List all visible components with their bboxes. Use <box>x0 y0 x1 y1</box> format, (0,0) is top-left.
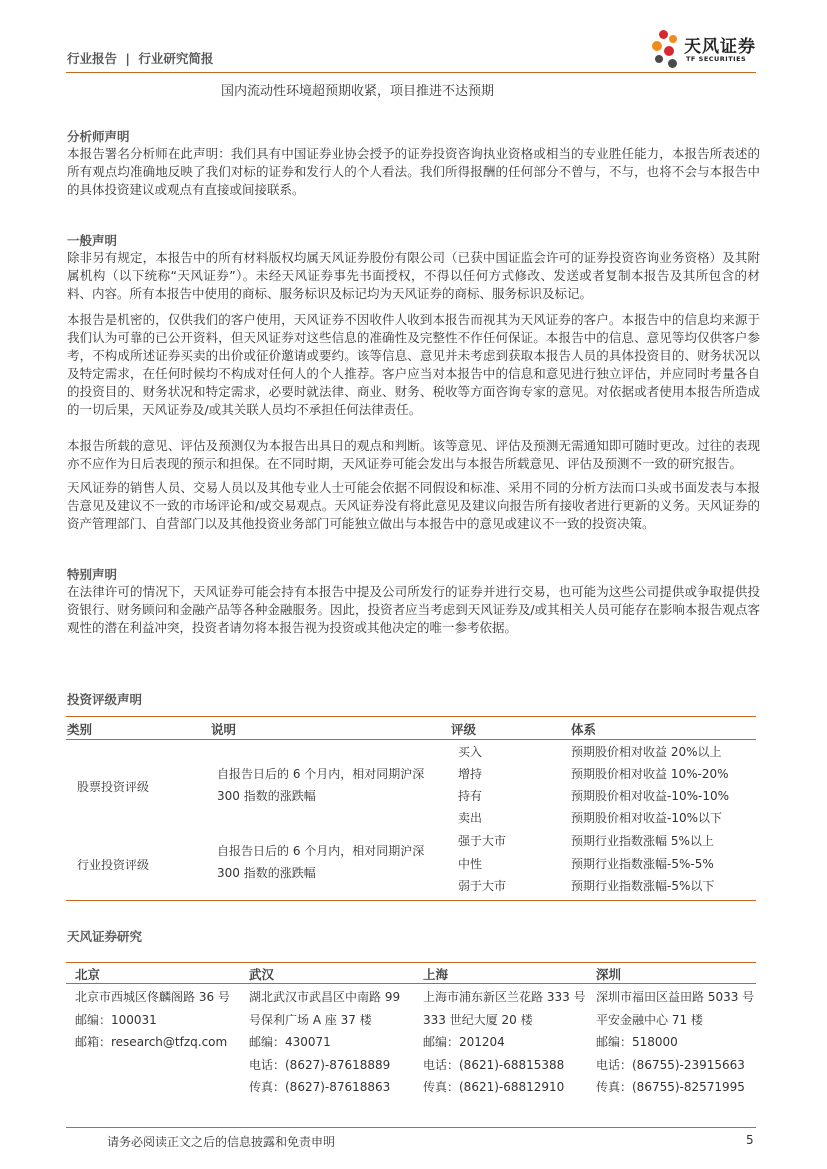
report-type-header <box>67 49 213 67</box>
col-description: 说明 <box>211 722 237 737</box>
system-buy: 预期股价相对收益 20%以上 <box>571 745 722 759</box>
logo-dot-6 <box>668 59 677 68</box>
shanghai-postcode: 邮编：201204 <box>423 1035 505 1049</box>
grade-overweight: 增持 <box>458 767 483 781</box>
office-city-shenzhen: 深圳 <box>596 967 622 982</box>
wuhan-fax: 传真：(8627)-87618863 <box>249 1080 391 1094</box>
industry-rating-category: 行业投资评级 <box>77 858 150 872</box>
offices-header-rule <box>66 983 756 984</box>
logo-english-name: TF SECURITIES <box>686 55 747 63</box>
office-shanghai <box>423 986 589 1099</box>
office-shenzhen <box>596 986 762 1099</box>
system-neutral: 预期行业指数涨幅-5%-5% <box>571 857 714 871</box>
wuhan-phone: 电话：(8627)-87618889 <box>249 1057 391 1072</box>
report-type: 行业研究简报 <box>138 51 214 66</box>
beijing-email[interactable]: 邮箱：research@tfzq.com <box>75 1035 228 1049</box>
grade-sell: 卖出 <box>458 811 483 825</box>
general-paragraph-1: 除非另有规定，本报告中的所有材料版权均属天风证券股份有限公司（已获中国证监会许可的证券投资咨询业务资格）及其附属机构（以下统称“天风证券”）。未经天风证券事先书面授权，不得以任何方式修改、发送或者复制本报告及其所包含的材料、内容。所有本报告中使用的商标、服务标识及标记均为天风证券的商标、服务标识及标记。 <box>67 250 760 301</box>
shenzhen-postcode: 邮编：518000 <box>596 1035 678 1049</box>
system-overweight: 预期股价相对收益 10%-20% <box>571 767 729 781</box>
report-category: 行业报告 <box>67 51 118 66</box>
system-underperform: 预期行业指数涨幅-5%以下 <box>571 879 715 893</box>
wuhan-postcode: 邮编：430071 <box>249 1035 331 1049</box>
shenzhen-fax: 传真：(86755)-82571995 <box>596 1080 745 1094</box>
grade-hold: 持有 <box>458 789 483 803</box>
general-paragraph-2: 本报告是机密的，仅供我们的客户使用，天风证券不因收件人收到本报告而视其为天风证券的客户。本报告中的信息均来源于我们认为可靠的已公开资料，但天风证券对这些信息的准确性及完整性不作任何保证。本报告中的信息、意见等均仅供客户参考，不构成所述证券买卖的出价或征价邀请或要约。该等信息、意见并未考虑到获取本报告人员的具体投资目的、财务状况以及特定需求，在任何时候均不构成对任何人的个人推荐。客户应当对本报告中的信息和意见进行独立评估，并应同时考量各自的投资目的、财务状况和特定需求，必要时就法律、商业、财务、税收等方面咨询专家的意见。对依据或者使用本报告所造成的一切后果，天风证券及/或其关联人员均不承担任何法律责任。 <box>67 312 760 417</box>
footer-disclaimer: 请务必阅读正文之后的信息披露和免责申明 <box>107 1135 336 1149</box>
system-hold: 预期股价相对收益-10%-10% <box>571 789 730 803</box>
col-system: 体系 <box>571 722 597 737</box>
rating-table-bottom-rule <box>66 900 756 901</box>
special-heading: 特别声明 <box>67 567 118 582</box>
grade-neutral: 中性 <box>458 857 483 871</box>
company-logo <box>650 28 760 74</box>
shanghai-address: 上海市浦东新区兰花路 333 号 333 世纪大厦 20 楼 <box>423 990 586 1027</box>
stock-rating-description: 自报告日后的 6 个月内，相对同期沪深 300 指数的涨跌幅 <box>217 767 425 803</box>
analyst-heading: 分析师声明 <box>67 129 130 144</box>
page-number: 5 <box>746 1133 754 1147</box>
grade-underperform: 弱于大市 <box>458 879 507 893</box>
shenzhen-address: 深圳市福田区益田路 5033 号平安金融中心 71 楼 <box>596 990 755 1027</box>
header-rule <box>66 72 756 73</box>
analyst-text: 本报告署名分析师在此声明：我们具有中国证券业协会授予的证券投资咨询执业资格或相当的专业胜任能力，本报告所表述的所有观点均准确地反映了我们对标的证券和发行人的个人看法。我们所得报酬的任何部分不曾与，不与，也将不会与本报告中的具体投资建议或观点有直接或间接联系。 <box>67 146 760 197</box>
logo-dot-5 <box>655 55 663 63</box>
footer-rule <box>66 1127 756 1128</box>
risk-subtitle: 国内流动性环境超预期收紧，项目推进不达预期 <box>221 84 495 99</box>
shanghai-fax: 传真：(8621)-68812910 <box>423 1080 565 1094</box>
office-city-shanghai: 上海 <box>423 967 449 982</box>
shanghai-phone: 电话：(8621)-68815388 <box>423 1057 565 1072</box>
general-heading: 一般声明 <box>67 233 118 248</box>
office-city-beijing: 北京 <box>75 967 101 982</box>
beijing-address: 北京市西城区佟麟阁路 36 号 <box>75 990 230 1004</box>
rating-table-header-rule <box>66 739 756 740</box>
office-wuhan <box>249 986 415 1099</box>
logo-dot-2 <box>669 35 677 43</box>
rating-heading: 投资评级声明 <box>67 692 143 707</box>
office-beijing <box>75 986 241 1054</box>
grade-buy: 买入 <box>458 745 483 759</box>
wuhan-address: 湖北武汉市武昌区中南路 99 号保利广场 A 座 37 楼 <box>249 990 401 1027</box>
col-category: 类别 <box>67 722 93 737</box>
general-paragraph-4: 天风证券的销售人员、交易人员以及其他专业人士可能会依据不同假设和标准、采用不同的分析方法而口头或书面发表与本报告意见及建议不一致的市场评论和/或交易观点。天风证券没有将此意见及建议向报告所有接收者进行更新的义务。天风证券的资产管理部门、自营部门以及其他投资业务部门可能独立做出与本报告中的意见或建议不一致的投资决策。 <box>67 480 760 531</box>
logo-dot-4 <box>664 46 674 56</box>
special-text: 在法律许可的情况下，天风证券可能会持有本报告中提及公司所发行的证券并进行交易，也可能为这些公司提供或争取提供投资银行、财务顾问和金融产品等各种金融服务。因此，投资者应当考虑到天风证券及/或其相关人员可能存在影响本报告观点客观性的潜在利益冲突，投资者请勿将本报告视为投资或其他决定的唯一参考依据。 <box>67 584 760 635</box>
industry-rating-description: 自报告日后的 6 个月内，相对同期沪深 300 指数的涨跌幅 <box>217 844 425 880</box>
system-sell: 预期股价相对收益-10%以下 <box>571 811 723 825</box>
system-outperform: 预期行业指数涨幅 5%以上 <box>571 834 714 848</box>
research-heading: 天风证券研究 <box>67 929 143 944</box>
col-grade: 评级 <box>451 722 477 737</box>
offices-top-rule <box>66 962 756 963</box>
logo-dot-1 <box>659 30 668 39</box>
grade-outperform: 强于大市 <box>458 834 507 848</box>
logo-dot-3 <box>652 41 662 51</box>
rating-table-top-rule <box>66 716 756 717</box>
office-city-wuhan: 武汉 <box>249 967 275 982</box>
general-paragraph-3: 本报告所载的意见、评估及预测仅为本报告出具日的观点和判断。该等意见、评估及预测无需通知即可随时更改。过往的表现亦不应作为日后表现的预示和担保。在不同时期，天风证券可能会发出与本报告所载意见、评估及预测不一致的研究报告。 <box>67 438 760 471</box>
beijing-postcode: 邮编：100031 <box>75 1012 157 1027</box>
header-separator: | <box>125 51 130 66</box>
shenzhen-phone: 电话：(86755)-23915663 <box>596 1057 745 1072</box>
stock-rating-category: 股票投资评级 <box>77 780 150 794</box>
logo-chinese-name: 天风证券 <box>684 37 756 57</box>
